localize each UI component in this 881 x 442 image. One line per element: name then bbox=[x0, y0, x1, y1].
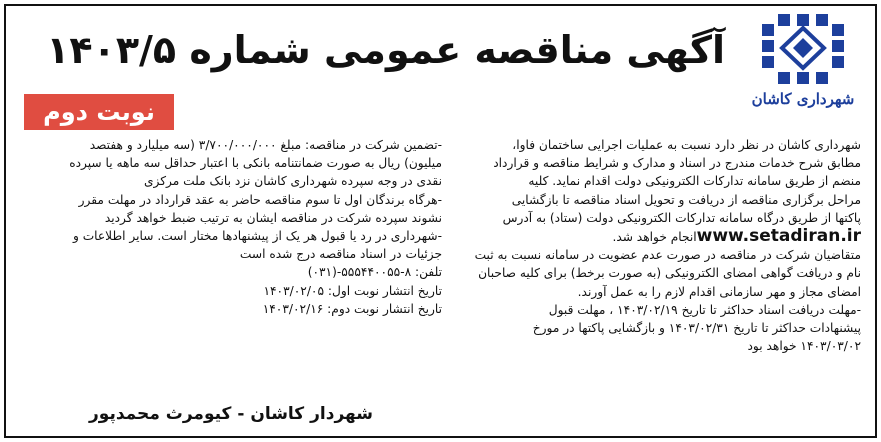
text-line: امضای مجاز و مهر سازمانی اقدام لازم را به عمل آورند. bbox=[577, 284, 861, 299]
text-line: نقدی در وجه سپرده شهرداری کاشان نزد بانک ملت مرکزی bbox=[143, 174, 442, 189]
logo-text: شهرداری کاشان bbox=[751, 90, 855, 108]
text-line: شهرداری کاشان در نظر دارد نسبت به عملیات اجرایی ساختمان فاوا، bbox=[512, 138, 861, 152]
text-line: پیشنهادات حداکثر تا تاریخ ۱۴۰۳/۰۲/۳۱ و بازگشایی پاکتها در مورخ bbox=[532, 321, 861, 336]
left-column bbox=[22, 136, 442, 318]
text-line: پاکتها از طریق درگاه سامانه تدارکات الکترونیکی دولت (ستاد) به آدرس bbox=[502, 210, 861, 225]
second-publication-date: تاریخ انتشار نوبت دوم: ۱۴۰۳/۰۲/۱۶ bbox=[262, 301, 442, 316]
text-line: -هرگاه برندگان اول تا سوم مناقصه حاضر به عقد قرارداد در مهلت مقرر bbox=[78, 192, 442, 207]
text-line: متقاضیان شرکت در مناقصه در صورت عدم عضویت در سامانه نسبت به ثبت bbox=[474, 248, 861, 263]
text-line: -شهرداری در رد یا قبول هر یک از پیشنهادها مختار است. سایر اطلاعات و bbox=[72, 229, 442, 244]
text-line: میلیون) ریال به صورت ضمانتنامه بانکی با اعتبار حداقل سه ماهه یا سپرده bbox=[69, 156, 442, 171]
notice-title: آگهی مناقصه عمومی شماره ۱۴۰۳/۵ bbox=[46, 28, 725, 72]
url-line bbox=[435, 227, 861, 246]
text-line: ۱۴۰۳/۰۳/۰۲ خواهد بود bbox=[747, 339, 861, 354]
website-link[interactable]: www.setadiran.ir bbox=[696, 226, 861, 247]
municipality-emblem-icon bbox=[760, 12, 846, 88]
text-line: جزئیات در اسناد مناقصه درج شده است bbox=[239, 247, 442, 262]
text-line: نشوند سپرده شرکت در مناقصه ایشان به ترتیب ضبط خواهد گردید bbox=[104, 210, 442, 225]
right-column bbox=[435, 136, 861, 355]
text-line: -مهلت دریافت اسناد حداکثر تا تاریخ ۱۴۰۳/۰۲/۱۹ ، مهلت قبول bbox=[548, 302, 861, 317]
text-line: نام و دریافت گواهی امضای الکترونیکی (به صورت برخط) برای کلیه صاحبان bbox=[478, 266, 861, 281]
text-line: -تضمین شرکت در مناقصه: مبلغ ۳/۷۰۰/۰۰۰/۰۰۰ (سه میلیارد و هفتصد bbox=[89, 138, 442, 152]
publication-badge: نوبت دوم bbox=[24, 94, 174, 130]
first-publication-date: تاریخ انتشار نوبت اول: ۱۴۰۳/۰۲/۰۵ bbox=[263, 283, 442, 298]
text-line: مطابق شرح خدمات مندرج در اسناد و مدارک و شرایط مناقصه و قرارداد bbox=[493, 156, 861, 171]
notice-frame bbox=[4, 4, 877, 438]
signature: شهردار کاشان - کیومرث محمدپور bbox=[89, 404, 373, 424]
url-suffix: انجام خواهد شد. bbox=[612, 230, 697, 245]
phone-line: تلفن: ۸-۵۵۵۴۴۰۰۵۵-(۰۳۱) bbox=[307, 265, 442, 280]
municipality-logo bbox=[739, 12, 867, 116]
text-line: منضم از طریق سامانه تدارکات الکترونیکی دولت اقدام نماید. کلیه bbox=[528, 174, 861, 189]
text-line: مراحل برگزاری مناقصه از دریافت و تحویل اسناد مناقصه تا بازگشایی bbox=[511, 192, 861, 207]
